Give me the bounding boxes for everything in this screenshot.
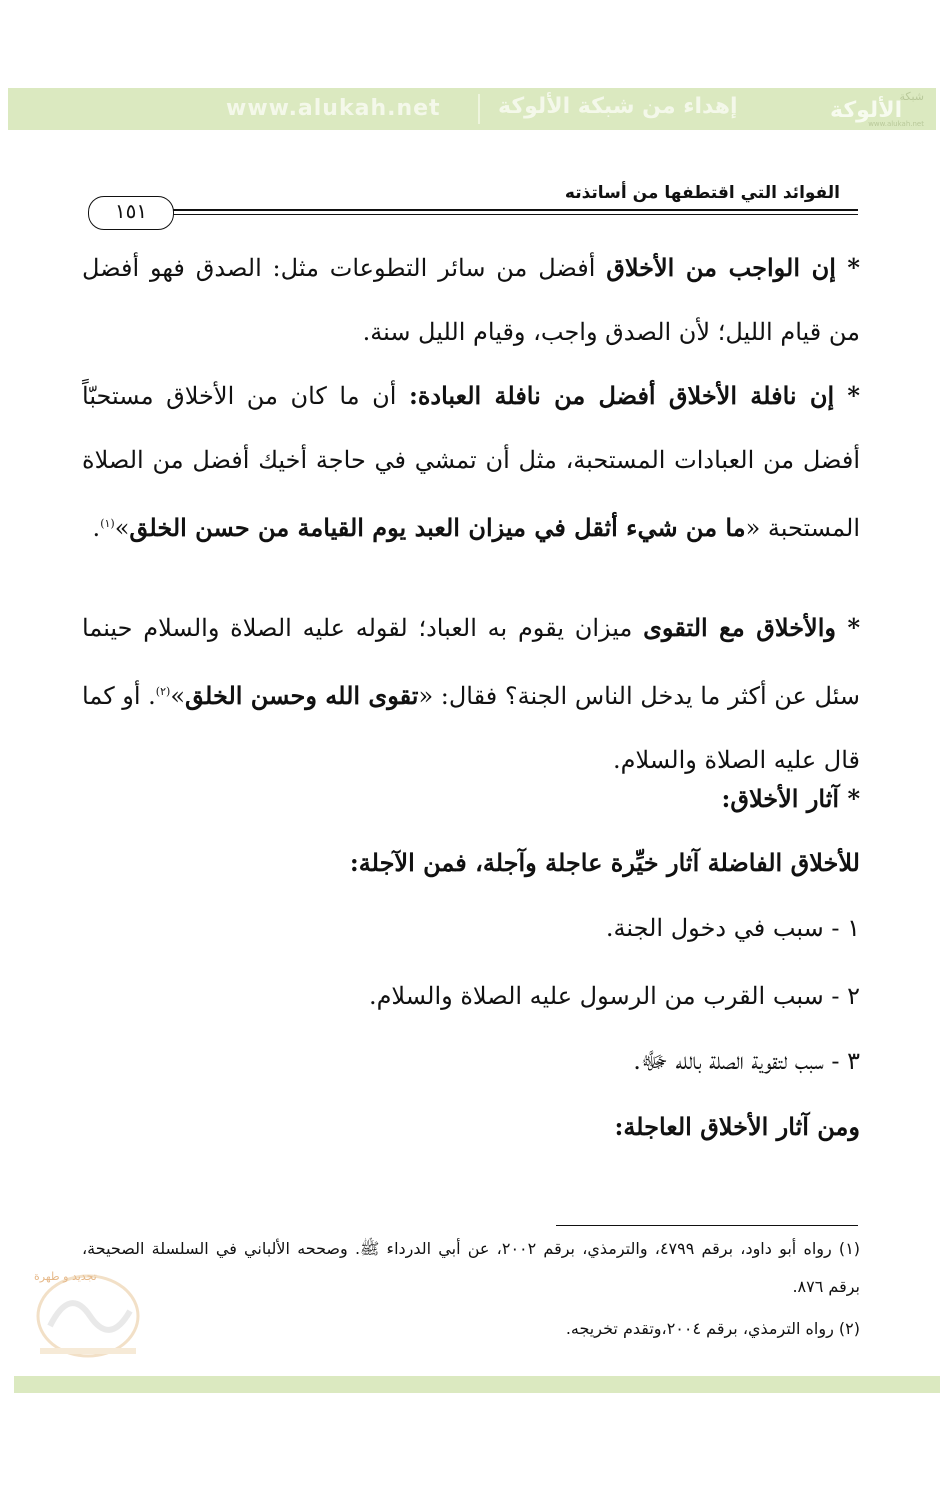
- header-rule-thin: [170, 214, 858, 215]
- banner-divider: [478, 94, 480, 124]
- footnote-rule: [556, 1225, 858, 1226]
- footnote-1: (١) رواه أبو داود، برقم ٤٧٩٩، والترمذي، برقم ٢٠٠٢، عن أبي الدرداء ﷺ. وصححه الألباني في السلسلة الصحيحة، برقم ٨٧٦.: [82, 1239, 861, 1296]
- logo-main-text: الألوكة: [830, 98, 903, 123]
- section-heading-effects: [721, 784, 860, 813]
- paragraph-2-heading: * إن نافلة الأخلاق أفضل من نافلة العبادة:: [408, 381, 860, 410]
- paragraph-3-quote-close: »: [170, 682, 185, 710]
- footnote-ref-1[interactable]: (١): [100, 517, 115, 530]
- site-banner: [8, 88, 936, 130]
- paragraph-3-tail: . أو كما قال عليه الصلاة والسلام.: [82, 682, 860, 774]
- paragraph-1: [82, 236, 860, 364]
- list-item: ٣ - سبب لتقوية الصلة بالله ﷻ.: [633, 1047, 860, 1075]
- header-rule: [170, 209, 858, 211]
- paragraph-3: [82, 596, 860, 792]
- section-intro-text: للأخلاق الفاضلة آثار خيِّرة عاجلة وآجلة، فمن الآجلة:: [349, 848, 860, 877]
- section-heading-immediate-text: ومن آثار الأخلاق العاجلة:: [614, 1112, 860, 1141]
- bottom-band: [14, 1376, 940, 1393]
- logo-url-text: www.alukah.net: [868, 120, 924, 128]
- banner-gift-text: إهداء من شبكة الألوكة: [498, 94, 738, 119]
- paragraph-2: [82, 364, 860, 560]
- footnote-2: (٢) رواه الترمذي، برقم ٢٠٠٤،وتقدم تخريجه.: [565, 1319, 860, 1338]
- list-item: ١ - سبب في دخول الجنة.: [605, 914, 860, 942]
- list-item: ٢ - سبب القرب من الرسول عليه الصلاة والسلام.: [368, 982, 860, 1010]
- footnote-ref-2[interactable]: (٢): [155, 685, 171, 698]
- paragraph-3-text: ميزان يقوم به العباد؛ لقوله عليه الصلاة والسلام حينما سئل عن أكثر ما يدخل الناس الجنة؟ فقال: «: [82, 614, 861, 710]
- running-title: الفوائد التي اقتطفها من أساتذته: [564, 183, 840, 203]
- stamp-text: تجديد و طهرة: [34, 1270, 97, 1283]
- paragraph-3-heading: * والأخلاق مع التقوى: [643, 613, 860, 642]
- paragraph-1-heading: * إن الواجب من الأخلاق: [606, 253, 860, 282]
- paragraph-1-text: أفضل من سائر التطوعات مثل: الصدق فهو أفضل من قيام الليل؛ لأن الصدق واجب، وقيام الليل سنة.: [82, 254, 860, 346]
- page-number-badge: [88, 196, 174, 230]
- logo-top-text: شبكة: [899, 90, 924, 103]
- paragraph-2-text: أن ما كان من الأخلاق مستحبّاً أفضل من العبادات المستحبة، مثل أن تمشي في حاجة أخيك أفضل من الصلاة المستحبة «: [82, 382, 860, 542]
- paragraph-2-quote-close: »: [114, 514, 130, 542]
- section-heading-effects-text: * آثار الأخلاق:: [721, 784, 860, 813]
- paragraph-2-quote: ما من شيء أثقل في ميزان العبد يوم القيامة من حسن الخلق: [129, 513, 746, 542]
- section-intro: [350, 848, 860, 877]
- alukah-logo[interactable]: [824, 90, 928, 128]
- banner-site-url[interactable]: www.alukah.net: [226, 96, 441, 121]
- page-number: ١٥١: [114, 199, 148, 223]
- section-heading-immediate: [614, 1112, 860, 1141]
- paragraph-3-quote: تقوى الله وحسن الخلق: [185, 681, 419, 710]
- paragraph-2-tail: .: [92, 514, 101, 542]
